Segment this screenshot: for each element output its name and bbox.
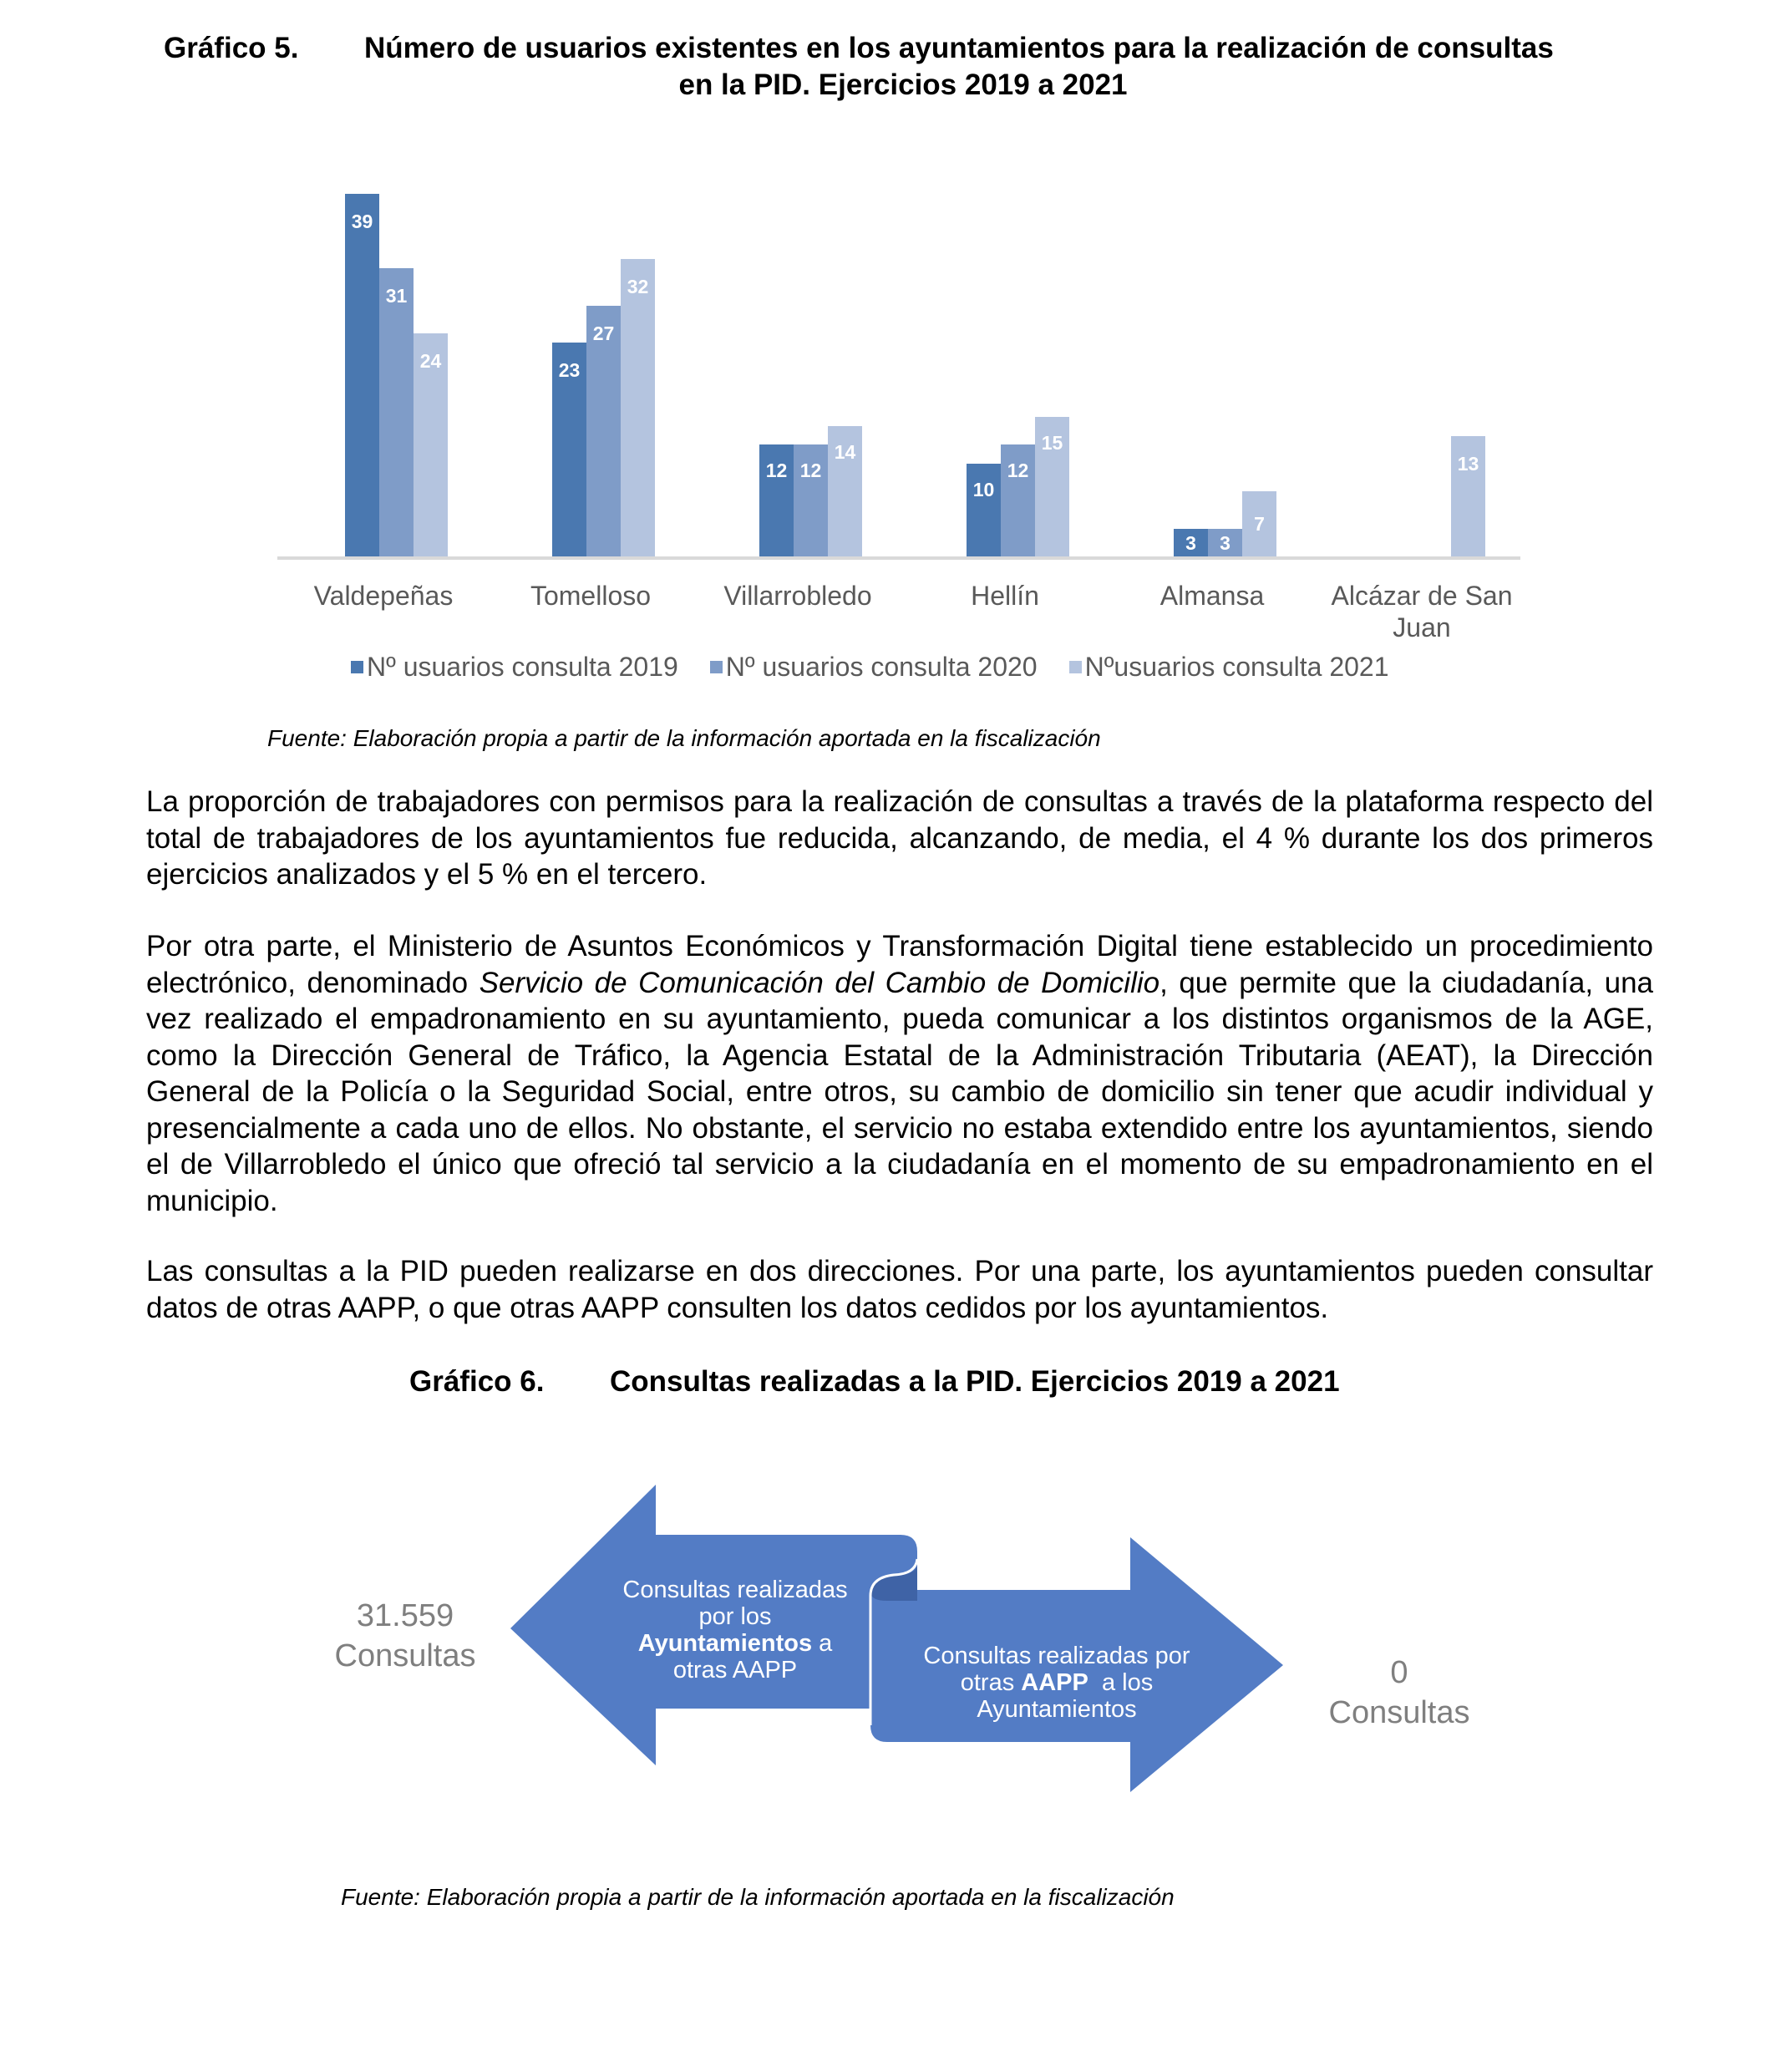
bar-tomelloso-2021: 32 — [621, 259, 655, 556]
right-arrow-text: Consultas realizadas por otras AAPP a los Ayuntamientos — [923, 1643, 1190, 1723]
category-label-hellin: Hellín — [971, 581, 1039, 611]
figure5-number: Gráfico 5. — [164, 32, 299, 64]
right-value: 0 — [1390, 1655, 1408, 1690]
bar-tomelloso-2020: 27 — [586, 306, 621, 556]
bar-valdepenas-2019: 39 — [345, 194, 379, 556]
category-label-tomelloso: Tomelloso — [530, 581, 652, 611]
bar-villarrobledo-2020: 12 — [794, 444, 828, 556]
bar-tomelloso-2019: 23 — [552, 343, 586, 556]
legend-item-2021: Nºusuarios consulta 2021 — [1069, 652, 1389, 683]
left-arrow-text: Consultas realizadas por los Ayuntamientos a otras AAPP — [622, 1577, 848, 1684]
category-label-valdepenas: Valdepeñas — [313, 581, 454, 611]
legend-item-2020: Nº usuarios consulta 2020 — [710, 652, 1038, 683]
bar-almansa-2020: 3 — [1208, 529, 1242, 556]
left-value: 31.559 — [356, 1598, 454, 1633]
category-label-villarrobledo: Villarrobledo — [723, 581, 872, 611]
paragraph-2: Por otra parte, el Ministerio de Asuntos Económicos y Transformación Digital tiene establecido un procedimiento electrónico, denominado Servicio de Comunicación del Cambio de Domicilio, que permite que la ciudadanía, una vez realizado el empadronamiento en su ayuntamiento, pueda comunicar a los distintos organismos de la AGE, como la Dirección General de Tráfico, la Agencia Estatal de la Administración Tributaria (AEAT), la Dirección General de la Policía o la Seguridad Social, entre otros, su cambio de domicilio sin tener que acudir individual y presencialmente a cada uno de ellos. No obstante, el servicio no estaba extendido entre los ayuntamientos, siendo el de Villarrobledo el único que ofreció tal servicio a la ciudadanía en el momento de su empadronamiento en el municipio. — [146, 930, 1653, 1217]
category-label-alcazar: Alcázar de San Juan — [1331, 581, 1513, 642]
category-label-almansa: Almansa — [1159, 581, 1265, 611]
paragraph-1: La proporción de trabajadores con permisos para la realización de consultas a través de la plataforma respecto del total de trabajadores de los ayuntamientos fue reducida, alcanzando, de media, el 4 % durante los dos primeros ejercicios analizados y el 5 % en el tercero. — [146, 785, 1653, 891]
bar-hellin-2019: 10 — [967, 464, 1001, 556]
bar-almansa-2019: 3 — [1174, 529, 1208, 556]
bar-hellin-2020: 12 — [1001, 444, 1035, 556]
bar-alcazar-2021: 13 — [1451, 436, 1485, 556]
figure6-title-text: Consultas realizadas a la PID. Ejercicios 2019 a 2021 — [610, 1365, 1340, 1398]
right-consultas-count — [1303, 1653, 1495, 1733]
figure6-number: Gráfico 6. — [409, 1365, 545, 1398]
bar-villarrobledo-2019: 12 — [759, 444, 794, 556]
paragraph-3: Las consultas a la PID pueden realizarse en dos direcciones. Por una parte, los ayuntamientos pueden consultar datos de otras AAPP, o que otras AAPP consulten los datos cedidos por los ayuntamientos. — [146, 1255, 1653, 1324]
legend-item-2019: Nº usuarios consulta 2019 — [351, 652, 678, 683]
figure5-title-line2: en la PID. Ejercicios 2019 a 2021 — [678, 69, 1128, 101]
left-consultas-count — [317, 1596, 493, 1676]
service-name-italic: Servicio de Comunicación del Cambio de Domicilio — [479, 966, 1160, 999]
figure6-source: Fuente: Elaboración propia a partir de la información aportada en la fiscalización — [341, 1884, 1175, 1910]
figure5-source: Fuente: Elaboración propia a partir de la información aportada en la fiscalización — [267, 725, 1101, 751]
left-unit: Consultas — [334, 1638, 476, 1673]
bar-almansa-2021: 7 — [1242, 491, 1276, 556]
figure5-title-text: Número de usuarios existentes en los ayuntamientos para la realización de consultas — [364, 32, 1554, 64]
right-unit: Consultas — [1328, 1695, 1470, 1730]
bar-hellin-2021: 15 — [1035, 417, 1069, 556]
bar-villarrobledo-2021: 14 — [828, 426, 862, 556]
bar-valdepenas-2021: 24 — [414, 333, 448, 556]
bar-valdepenas-2020: 31 — [379, 268, 414, 556]
